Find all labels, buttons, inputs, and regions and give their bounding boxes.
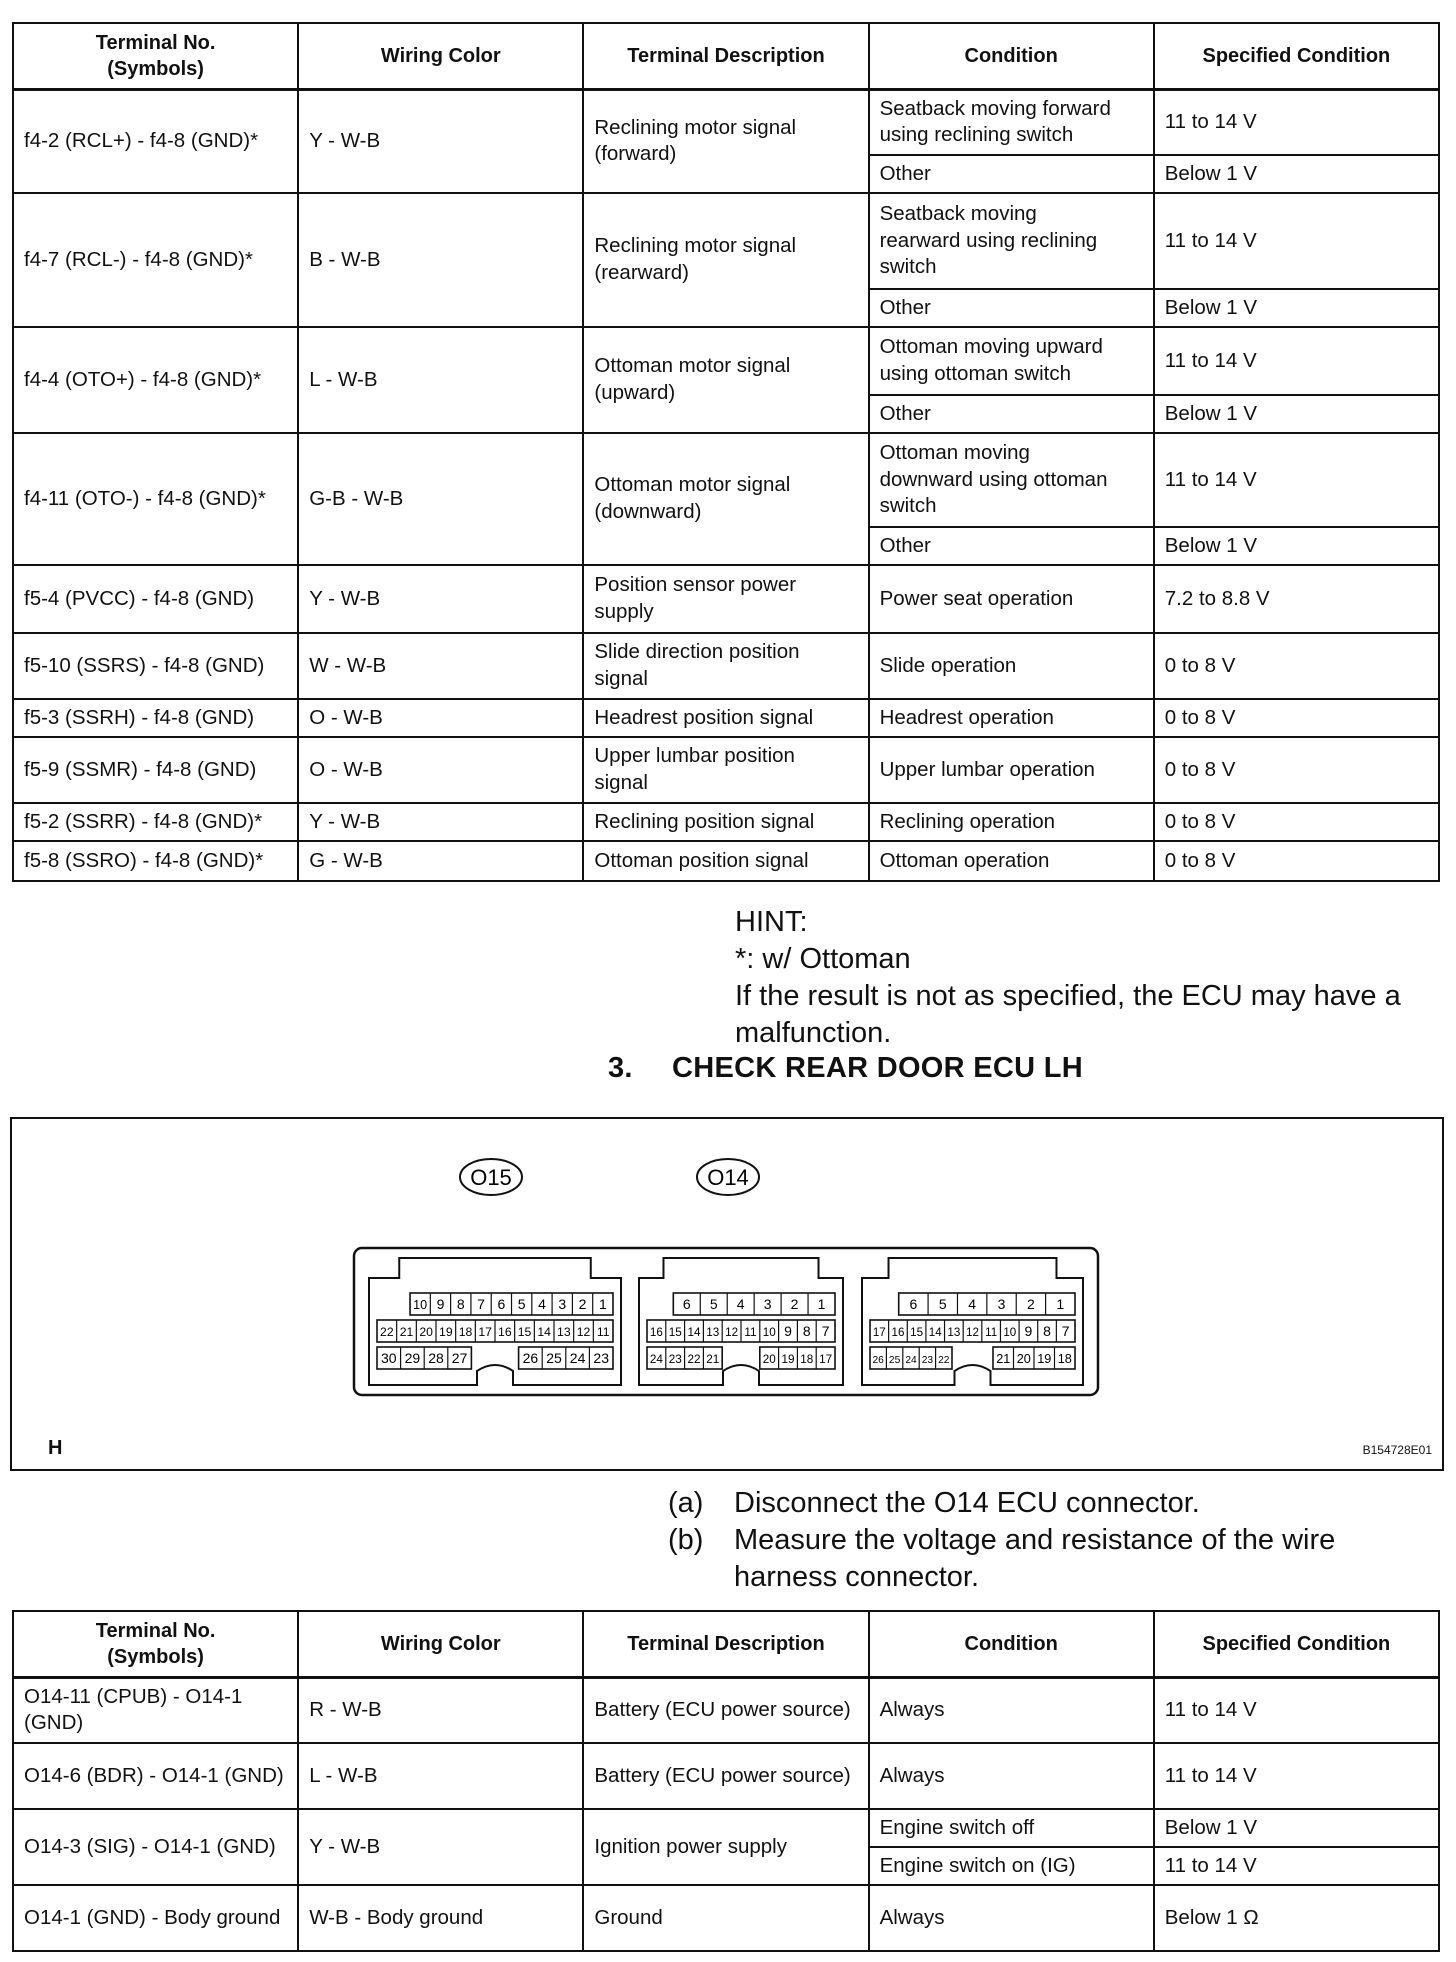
- pin-number: 23: [593, 1350, 609, 1366]
- pin-number: 12: [576, 1325, 591, 1339]
- pin-number: 18: [1057, 1352, 1072, 1366]
- pin-number: 9: [1024, 1323, 1033, 1339]
- pin-number: 22: [938, 1355, 950, 1366]
- condition-cell: Reclining operation: [869, 803, 1154, 841]
- condition-cell: Headrest operation: [869, 699, 1154, 737]
- pin-number: 7: [477, 1296, 485, 1312]
- pin-number: 4: [968, 1296, 977, 1312]
- connector-figure: [10, 1117, 1444, 1471]
- spec-cell: Below 1 V: [1154, 289, 1439, 327]
- spec-cell: 0 to 8 V: [1154, 633, 1439, 699]
- pin-number: 24: [905, 1355, 917, 1366]
- step-text: Disconnect the O14 ECU connector.: [734, 1487, 1200, 1519]
- terminal-cell: f5-4 (PVCC) - f4-8 (GND): [13, 565, 298, 633]
- pin-number: 10: [762, 1326, 776, 1339]
- pin-number: 14: [928, 1326, 942, 1339]
- spec-cell: 11 to 14 V: [1154, 193, 1439, 289]
- description-cell: Slide direction position signal: [583, 633, 868, 699]
- table-row: [13, 1885, 1439, 1951]
- condition-cell: Other: [869, 289, 1154, 327]
- step-item: [668, 1485, 1408, 1522]
- connector-label-o15: O15: [470, 1165, 512, 1190]
- pin-number: 29: [404, 1350, 421, 1366]
- spec-cell: 11 to 14 V: [1154, 89, 1439, 155]
- wiring-cell: Y - W-B: [298, 1809, 583, 1885]
- pin-number: 8: [802, 1323, 811, 1339]
- pin-number: 26: [872, 1355, 884, 1366]
- table-row: [13, 1677, 1439, 1743]
- pin-number: 16: [649, 1326, 663, 1339]
- pin-number: 7: [1061, 1323, 1070, 1339]
- header-wiring-color: Wiring Color: [298, 1611, 583, 1677]
- description-cell: Battery (ECU power source): [583, 1743, 868, 1809]
- terminal-cell: f5-9 (SSMR) - f4-8 (GND): [13, 737, 298, 803]
- header-terminal-description: Terminal Description: [583, 1611, 868, 1677]
- terminal-spec-table-seat: [12, 22, 1440, 882]
- description-cell: Headrest position signal: [583, 699, 868, 737]
- pin-number: 17: [872, 1326, 886, 1339]
- condition-cell: Ottoman operation: [869, 841, 1154, 881]
- wiring-cell: Y - W-B: [298, 89, 583, 193]
- terminal-cell: f4-4 (OTO+) - f4-8 (GND)*: [13, 327, 298, 433]
- pin-number: 14: [687, 1326, 701, 1339]
- pin-number: 18: [458, 1325, 473, 1339]
- pin-number: 23: [668, 1353, 682, 1366]
- wiring-cell: G-B - W-B: [298, 433, 583, 565]
- terminal-cell: O14-1 (GND) - Body ground: [13, 1885, 298, 1951]
- wiring-cell: W - W-B: [298, 633, 583, 699]
- pin-number: 18: [800, 1353, 814, 1366]
- description-cell: Position sensor power supply: [583, 565, 868, 633]
- condition-cell: Ottoman moving upward using ottoman switch: [869, 327, 1154, 395]
- pin-number: 21: [706, 1353, 720, 1366]
- wiring-cell: Y - W-B: [298, 565, 583, 633]
- pin-number: 13: [947, 1326, 961, 1339]
- header-terminal: Terminal No. (Symbols): [13, 1611, 298, 1677]
- pin-number: 9: [436, 1296, 445, 1312]
- pin-number: 5: [709, 1296, 718, 1312]
- description-cell: Reclining motor signal (rearward): [583, 193, 868, 327]
- table-row: [13, 841, 1439, 881]
- pin-number: 6: [682, 1296, 691, 1312]
- condition-cell: Always: [869, 1885, 1154, 1951]
- pin-number: 1: [598, 1296, 607, 1312]
- condition-cell: Upper lumbar operation: [869, 737, 1154, 803]
- table-row: [13, 1743, 1439, 1809]
- description-cell: Ground: [583, 1885, 868, 1951]
- description-cell: Upper lumbar position signal: [583, 737, 868, 803]
- condition-cell: Engine switch on (IG): [869, 1847, 1154, 1885]
- pin-number: 19: [1037, 1352, 1052, 1366]
- pin-number: 15: [668, 1326, 682, 1339]
- wiring-cell: R - W-B: [298, 1677, 583, 1743]
- pin-number: 6: [909, 1296, 918, 1312]
- spec-cell: 11 to 14 V: [1154, 1847, 1439, 1885]
- pin-number: 12: [966, 1326, 979, 1339]
- figure-corner-label: H: [48, 1437, 63, 1459]
- step-text: Measure the voltage and resistance of the wire harness connector.: [734, 1524, 1336, 1593]
- table-row: [13, 89, 1439, 155]
- pin-number: 1: [1056, 1296, 1065, 1312]
- step-marker: (b): [668, 1524, 704, 1556]
- header-terminal: Terminal No. (Symbols): [13, 23, 298, 89]
- pin-number: 2: [578, 1296, 587, 1312]
- pin-number: 5: [517, 1296, 526, 1312]
- wiring-cell: L - W-B: [298, 327, 583, 433]
- spec-cell: 0 to 8 V: [1154, 841, 1439, 881]
- header-condition: Condition: [869, 1611, 1154, 1677]
- pin-number: 28: [428, 1350, 444, 1366]
- table-row: [13, 1809, 1439, 1847]
- terminal-cell: f5-10 (SSRS) - f4-8 (GND): [13, 633, 298, 699]
- header-specified-condition: Specified Condition: [1154, 23, 1439, 89]
- description-cell: Battery (ECU power source): [583, 1677, 868, 1743]
- pin-number: 19: [781, 1353, 795, 1366]
- connector-label-o14: O14: [707, 1165, 749, 1190]
- table-row: [13, 565, 1439, 633]
- pin-number: 9: [784, 1323, 792, 1339]
- pin-number: 8: [456, 1296, 465, 1312]
- terminal-cell: f4-2 (RCL+) - f4-8 (GND)*: [13, 89, 298, 193]
- spec-cell: 7.2 to 8.8 V: [1154, 565, 1439, 633]
- condition-cell: Ottoman moving downward using ottoman switch: [869, 433, 1154, 527]
- pin-number: 24: [569, 1350, 586, 1366]
- pin-number: 3: [763, 1296, 772, 1312]
- terminal-cell: f5-8 (SSRO) - f4-8 (GND)*: [13, 841, 298, 881]
- table-row: [13, 193, 1439, 289]
- pin-number: 3: [997, 1296, 1006, 1312]
- description-cell: Ignition power supply: [583, 1809, 868, 1885]
- wiring-cell: Y - W-B: [298, 803, 583, 841]
- spec-cell: 11 to 14 V: [1154, 327, 1439, 395]
- pin-number: 11: [744, 1326, 757, 1339]
- pin-number: 6: [497, 1296, 506, 1312]
- wiring-cell: W-B - Body ground: [298, 1885, 583, 1951]
- condition-cell: Engine switch off: [869, 1809, 1154, 1847]
- section-heading: [608, 1052, 1083, 1085]
- pin-number: 8: [1043, 1323, 1051, 1339]
- hint-text: If the result is not as specified, the ECU may have a malfunction.: [735, 980, 1401, 1049]
- pin-number: 11: [596, 1325, 610, 1339]
- pin-number: 3: [558, 1296, 567, 1312]
- spec-cell: 11 to 14 V: [1154, 1677, 1439, 1743]
- table-row: [13, 699, 1439, 737]
- section-number: 3.: [608, 1052, 633, 1084]
- terminal-cell: f4-7 (RCL-) - f4-8 (GND)*: [13, 193, 298, 327]
- condition-cell: Slide operation: [869, 633, 1154, 699]
- table-header-row: [13, 23, 1439, 89]
- terminal-spec-table-ecu: [12, 1610, 1440, 1952]
- condition-cell: Other: [869, 527, 1154, 565]
- table-row: [13, 803, 1439, 841]
- pin-number: 4: [538, 1296, 546, 1312]
- pin-number: 19: [439, 1325, 453, 1339]
- wiring-cell: O - W-B: [298, 737, 583, 803]
- pin-number: 17: [819, 1353, 833, 1366]
- pin-number: 23: [921, 1355, 934, 1366]
- header-condition: Condition: [869, 23, 1154, 89]
- pin-number: 16: [498, 1325, 512, 1339]
- condition-cell: Seatback moving rearward using reclining switch: [869, 193, 1154, 289]
- condition-cell: Seatback moving forward using reclining switch: [869, 89, 1154, 155]
- pin-number: 4: [736, 1296, 745, 1312]
- spec-cell: 11 to 14 V: [1154, 433, 1439, 527]
- wiring-cell: G - W-B: [298, 841, 583, 881]
- description-cell: Reclining position signal: [583, 803, 868, 841]
- figure-code: B154728E01: [1362, 1443, 1432, 1457]
- pin-number: 10: [413, 1298, 428, 1312]
- description-cell: Ottoman motor signal (upward): [583, 327, 868, 433]
- header-specified-condition: Specified Condition: [1154, 1611, 1439, 1677]
- condition-cell: Always: [869, 1743, 1154, 1809]
- hint-footnote: *: w/ Ottoman: [735, 943, 911, 975]
- condition-cell: Always: [869, 1677, 1154, 1743]
- step-marker: (a): [668, 1487, 704, 1519]
- pin-number: 14: [537, 1325, 551, 1339]
- pin-number: 15: [910, 1326, 924, 1339]
- spec-cell: 0 to 8 V: [1154, 699, 1439, 737]
- terminal-cell: O14-3 (SIG) - O14-1 (GND): [13, 1809, 298, 1885]
- header-terminal-description: Terminal Description: [583, 23, 868, 89]
- pin-number: 12: [725, 1326, 739, 1339]
- wiring-cell: O - W-B: [298, 699, 583, 737]
- pin-number: 11: [985, 1326, 998, 1339]
- pin-number: 7: [821, 1323, 830, 1339]
- pin-number: 13: [706, 1326, 720, 1339]
- pin-number: 15: [517, 1325, 532, 1339]
- terminal-cell: O14-6 (BDR) - O14-1 (GND): [13, 1743, 298, 1809]
- table-row: [13, 433, 1439, 527]
- table-row: [13, 633, 1439, 699]
- pin-number: 5: [938, 1296, 947, 1312]
- pin-number: 27: [451, 1350, 468, 1366]
- spec-cell: Below 1 Ω: [1154, 1885, 1439, 1951]
- pin-number: 2: [790, 1296, 799, 1312]
- table-row: [13, 737, 1439, 803]
- spec-cell: 11 to 14 V: [1154, 1743, 1439, 1809]
- pin-number: 25: [546, 1350, 562, 1366]
- pin-number: 1: [817, 1296, 826, 1312]
- pin-number: 26: [522, 1350, 539, 1366]
- condition-cell: Other: [869, 395, 1154, 433]
- hint-block: [735, 904, 1435, 1052]
- step-item: [668, 1522, 1408, 1596]
- description-cell: Reclining motor signal (forward): [583, 89, 868, 193]
- pin-number: 20: [1016, 1352, 1031, 1366]
- spec-cell: 0 to 8 V: [1154, 803, 1439, 841]
- condition-cell: Power seat operation: [869, 565, 1154, 633]
- terminal-cell: f4-11 (OTO-) - f4-8 (GND)*: [13, 433, 298, 565]
- spec-cell: Below 1 V: [1154, 527, 1439, 565]
- description-cell: Ottoman motor signal (downward): [583, 433, 868, 565]
- pin-number: 17: [478, 1325, 492, 1339]
- pin-number: 21: [399, 1325, 414, 1339]
- pin-number: 22: [380, 1325, 394, 1339]
- table-row: [13, 327, 1439, 395]
- hint-label: HINT:: [735, 906, 808, 938]
- terminal-cell: f5-2 (SSRR) - f4-8 (GND)*: [13, 803, 298, 841]
- pin-number: 10: [1003, 1326, 1017, 1339]
- pin-number: 13: [557, 1325, 571, 1339]
- spec-cell: Below 1 V: [1154, 155, 1439, 193]
- pin-number: 2: [1027, 1296, 1035, 1312]
- procedure-steps: [668, 1485, 1408, 1596]
- pin-number: 16: [891, 1326, 905, 1339]
- condition-cell: Other: [869, 155, 1154, 193]
- terminal-cell: f5-3 (SSRH) - f4-8 (GND): [13, 699, 298, 737]
- wiring-cell: L - W-B: [298, 1743, 583, 1809]
- description-cell: Ottoman position signal: [583, 841, 868, 881]
- pin-number: 24: [649, 1353, 663, 1366]
- connector-diagram: [12, 1119, 1442, 1469]
- terminal-cell: O14-11 (CPUB) - O14-1 (GND): [13, 1677, 298, 1743]
- pin-number: 22: [687, 1353, 701, 1366]
- pin-number: 25: [888, 1355, 901, 1366]
- header-wiring-color: Wiring Color: [298, 23, 583, 89]
- pin-number: 20: [762, 1353, 776, 1366]
- table-header-row: [13, 1611, 1439, 1677]
- pin-number: 20: [419, 1325, 433, 1339]
- section-title: CHECK REAR DOOR ECU LH: [672, 1052, 1083, 1084]
- pin-number: 30: [381, 1350, 397, 1366]
- wiring-cell: B - W-B: [298, 193, 583, 327]
- spec-cell: Below 1 V: [1154, 395, 1439, 433]
- pin-number: 21: [996, 1352, 1011, 1366]
- spec-cell: 0 to 8 V: [1154, 737, 1439, 803]
- spec-cell: Below 1 V: [1154, 1809, 1439, 1847]
